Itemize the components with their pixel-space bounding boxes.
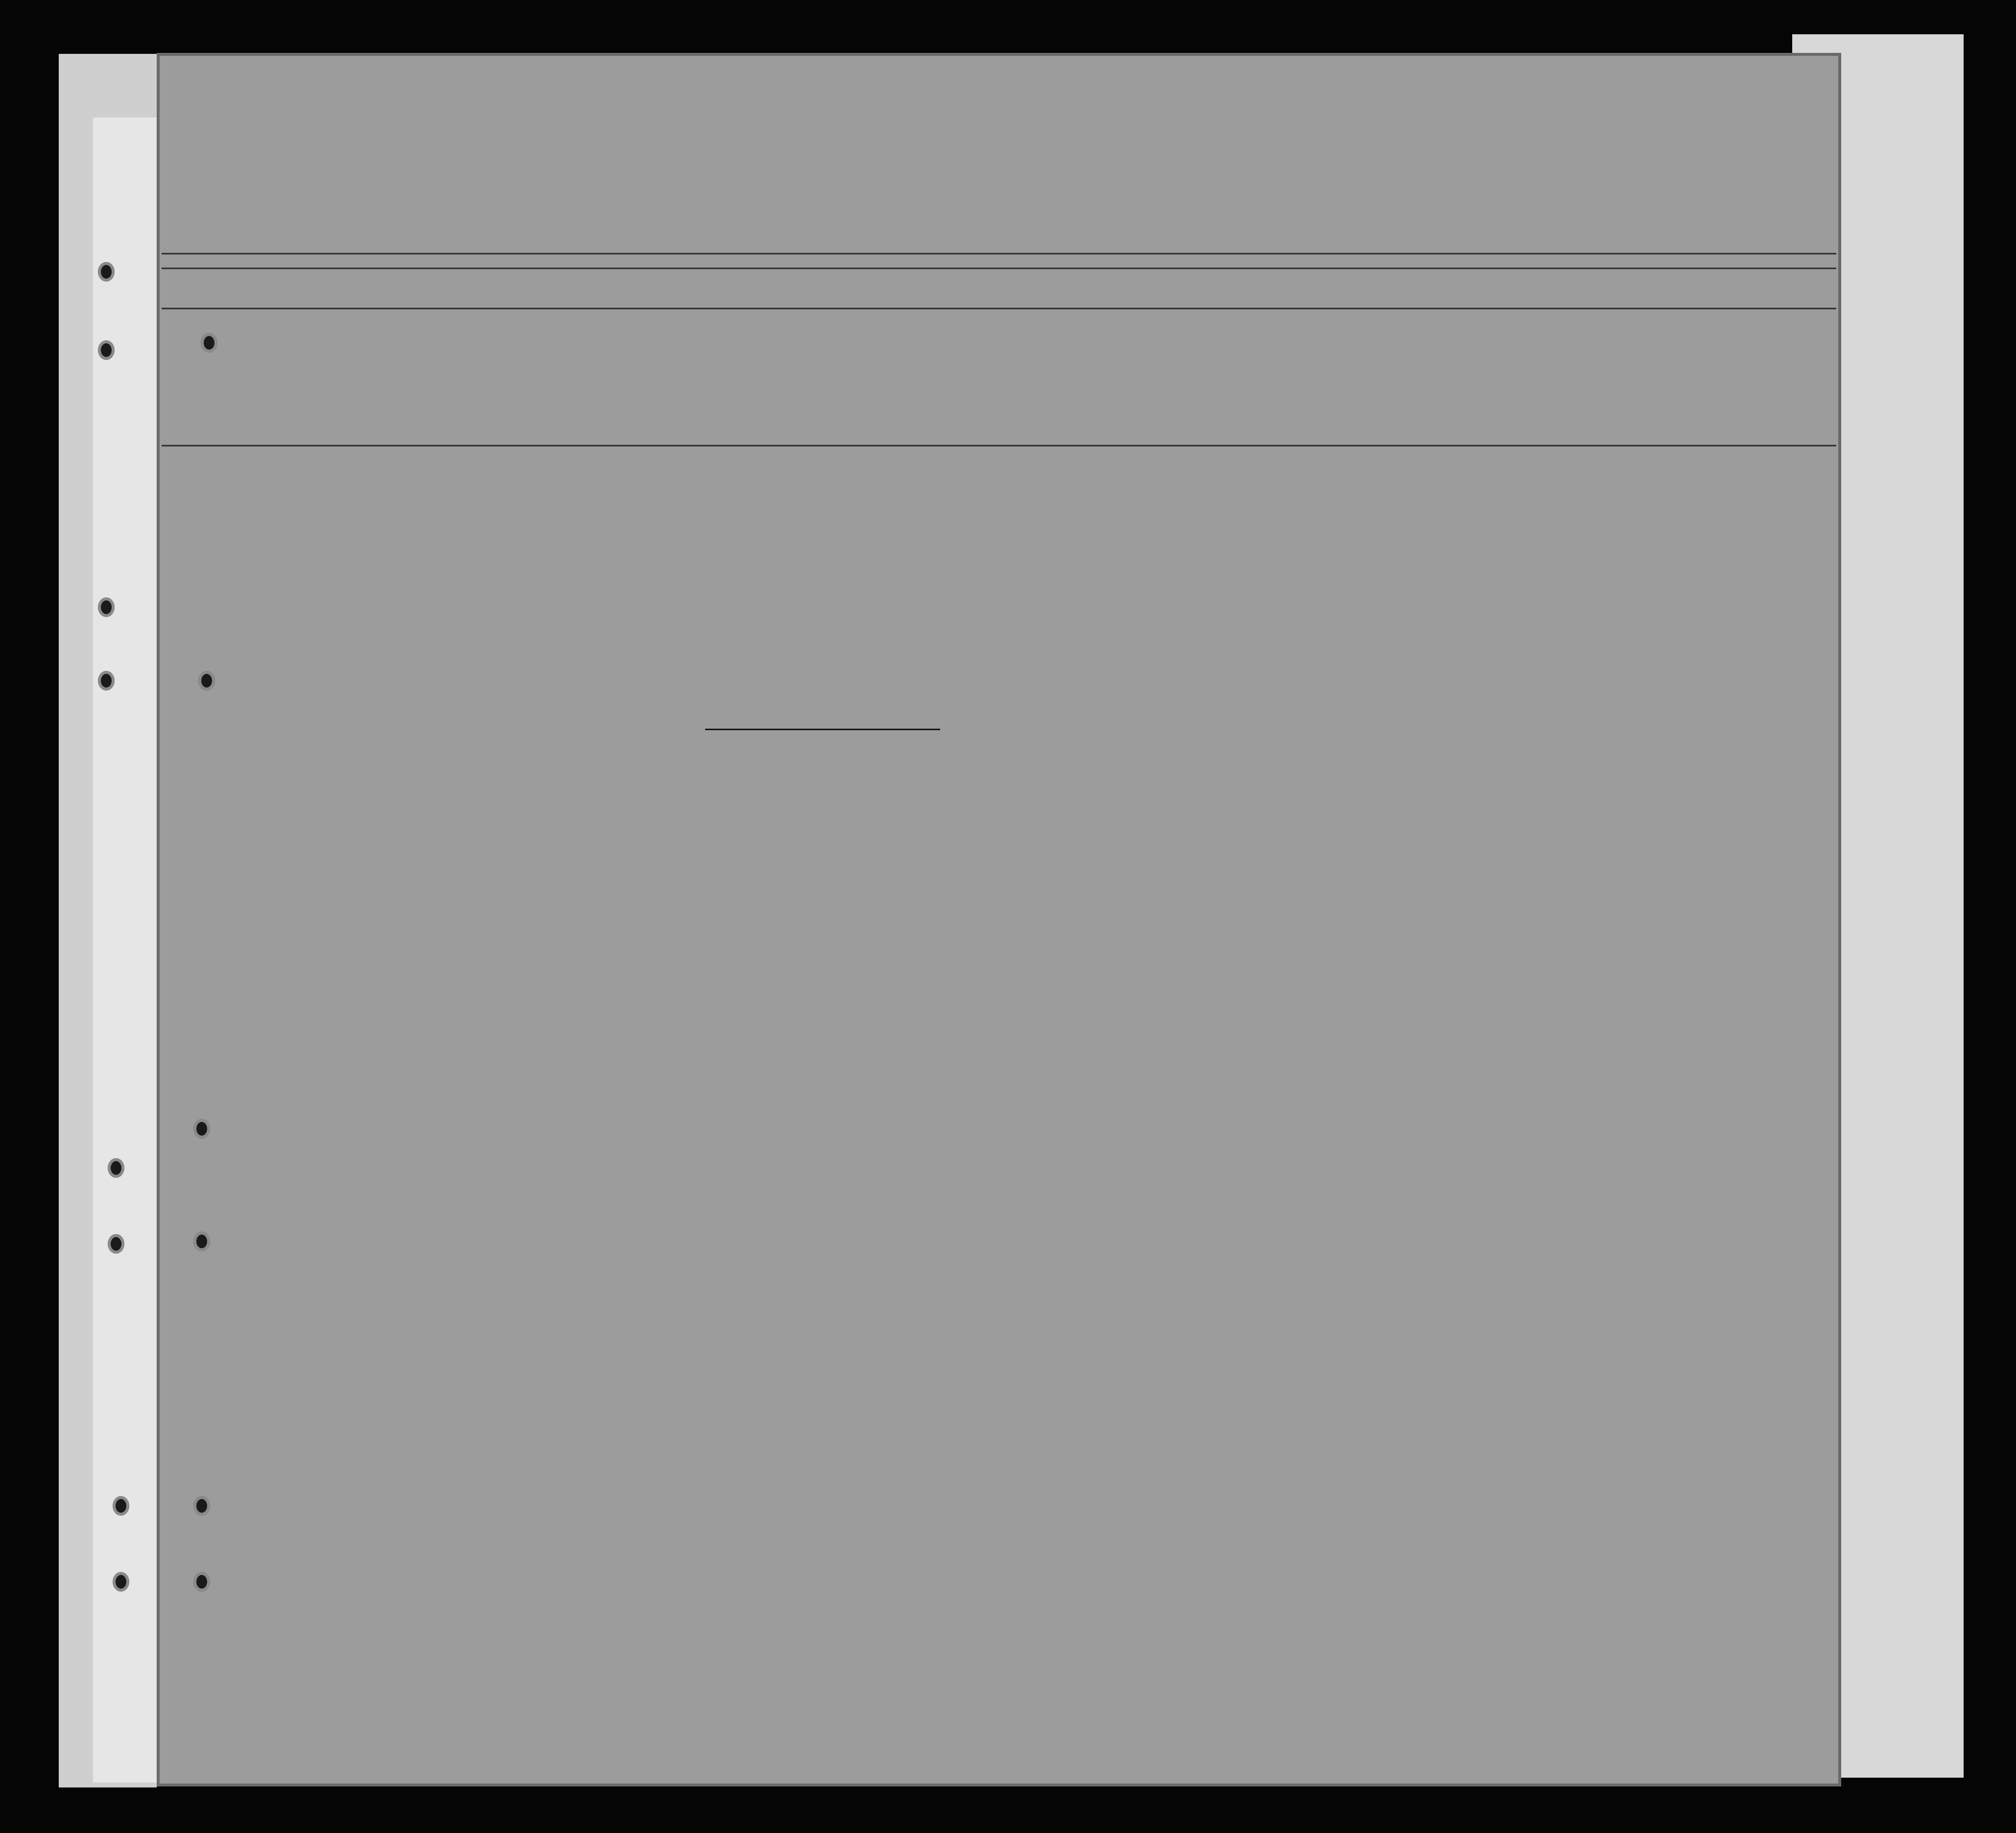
header-anarchist (1075, 313, 1090, 443)
header-q25 (1148, 313, 1183, 443)
header-purpose-b (911, 323, 930, 441)
header-q26 (1195, 313, 1219, 443)
header-inches (1380, 387, 1392, 441)
header-polygamist (1049, 313, 1064, 443)
header-feet (1356, 387, 1368, 441)
header-purpose-a (872, 323, 896, 441)
header-q24 (1097, 313, 1141, 443)
header-money (415, 313, 440, 443)
header-ticket (288, 313, 312, 443)
header-purpose-c (977, 323, 996, 441)
signature-line (705, 729, 940, 730)
header-prison (1014, 313, 1038, 443)
